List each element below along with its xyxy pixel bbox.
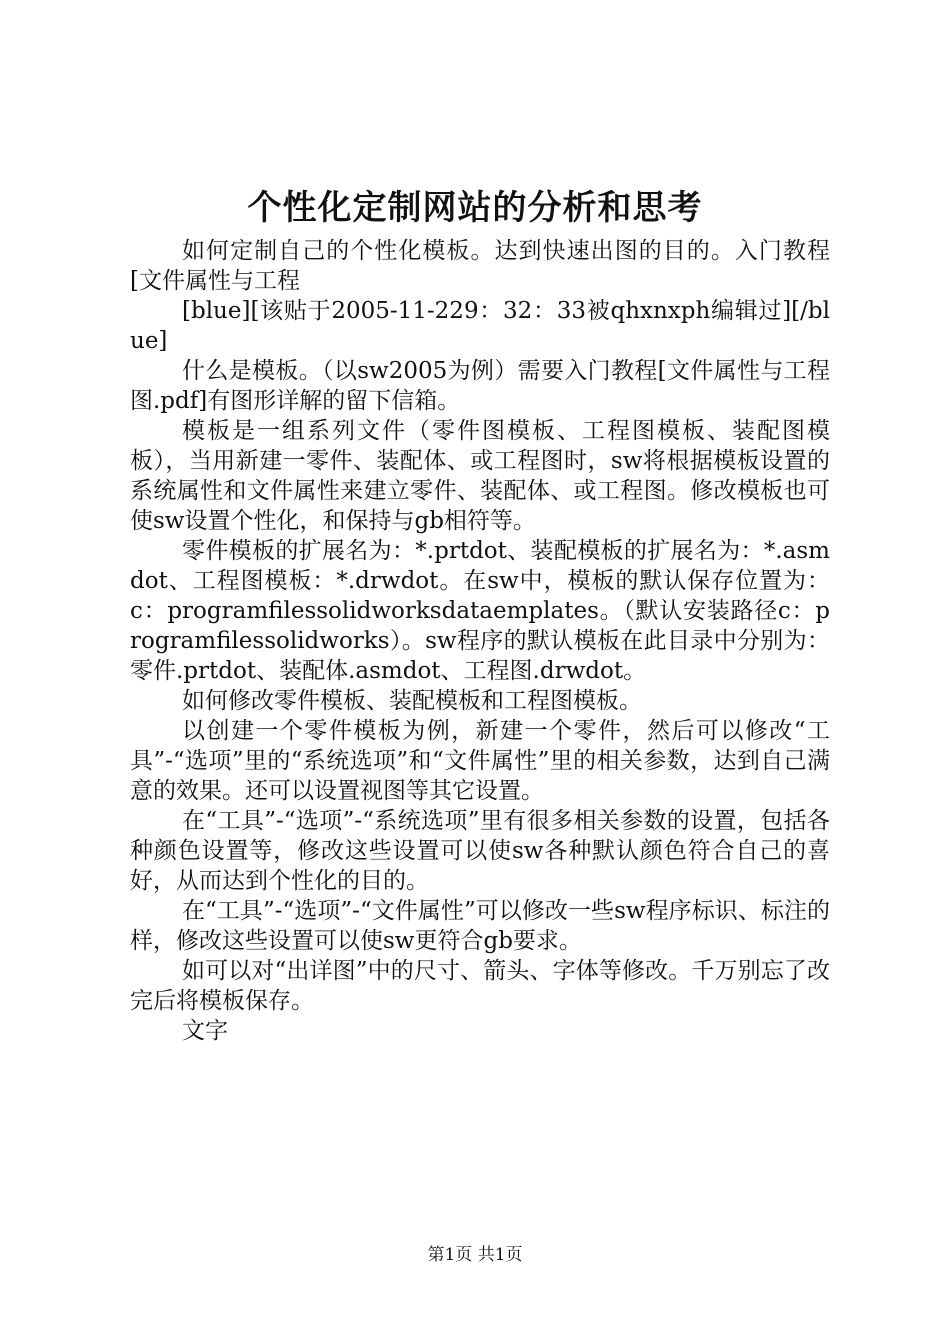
document-title: 个性化定制网站的分析和思考: [247, 188, 703, 228]
paragraph: 文字: [182, 1018, 228, 1044]
paragraph: 什么是模板。（以sw2005为例）需要入门教程[文件属性与工程图.pdf]有图形详解的留下信箱。: [130, 358, 830, 414]
paragraph: [blue][该贴于2005-11-229：32：33被qhxnxph编辑过][/blue]: [130, 298, 830, 354]
paragraph: 零件模板的扩展名为：*.prtdot、装配模板的扩展名为：*.asmdot、工程图模板：*.drwdot。在sw中，模板的默认保存位置为：c：programfilessolidworksdataemplates。（默认安装路径c：programfilessolidworks）。sw程序的默认模板在此目录中分别为：零件.prtdot、装配体.asmdot、工程图.drwdot。: [130, 538, 830, 684]
paragraph: 如可以对“出详图”中的尺寸、箭头、字体等修改。千万别忘了改完后将模板保存。: [130, 958, 830, 1014]
paragraph: 如何定制自己的个性化模板。达到快速出图的目的。入门教程[文件属性与工程: [130, 238, 830, 294]
paragraph: 以创建一个零件模板为例，新建一个零件，然后可以修改“工具”-“选项”里的“系统选项”和“文件属性”里的相关参数，达到自己满意的效果。还可以设置视图等其它设置。: [130, 718, 830, 804]
paragraph: 模板是一组系列文件（零件图模板、工程图模板、装配图模板），当用新建一零件、装配体、或工程图时，sw将根据模板设置的系统属性和文件属性来建立零件、装配体、或工程图。修改模板也可使sw设置个性化，和保持与gb相符等。: [130, 418, 830, 534]
paragraph: 在“工具”-“选项”-“文件属性”可以修改一些sw程序标识、标注的样，修改这些设置可以使sw更符合gb要求。: [130, 898, 830, 954]
paragraph: 在“工具”-“选项”-“系统选项”里有很多相关参数的设置，包括各种颜色设置等，修改这些设置可以使sw各种默认颜色符合自己的喜好，从而达到个性化的目的。: [130, 808, 830, 894]
document-body: [130, 236, 830, 1046]
page-footer: 第1页 共1页: [427, 1245, 523, 1265]
paragraph: 如何修改零件模板、装配模板和工程图模板。: [182, 688, 642, 714]
